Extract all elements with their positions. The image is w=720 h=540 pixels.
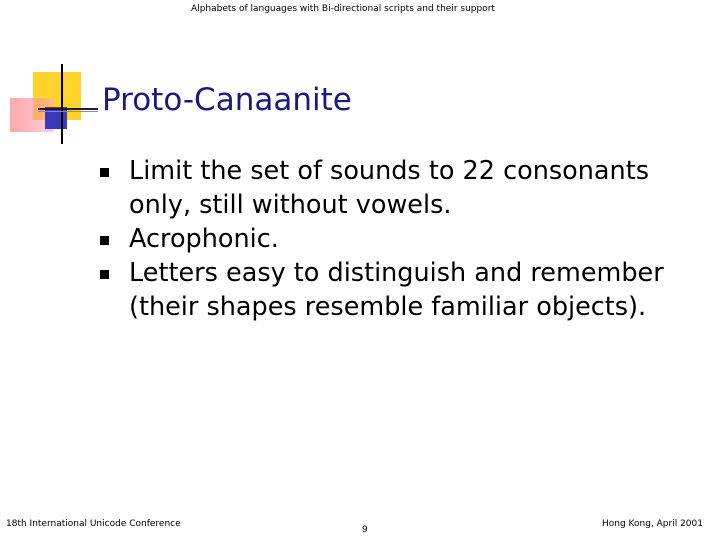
square-bullet-icon xyxy=(100,168,109,177)
slide-decoration-logo xyxy=(0,0,110,150)
slide-title: Proto-Canaanite xyxy=(102,82,352,118)
bullet-list xyxy=(100,154,700,324)
logo-horizontal-line xyxy=(38,108,98,110)
bullet-text: Letters easy to distinguish and remember (their shapes resemble familiar objects). xyxy=(129,258,664,322)
bullet-text: Limit the set of sounds to 22 consonants only, still without vowels. xyxy=(129,156,649,220)
logo-horizontal-line-thin xyxy=(38,111,98,112)
bullet-text: Acrophonic. xyxy=(129,224,279,254)
footer-location-date: Hong Kong, April 2001 xyxy=(602,519,703,529)
square-bullet-icon xyxy=(100,270,109,279)
bullet-item xyxy=(100,256,700,324)
logo-vertical-line xyxy=(61,64,63,144)
footer-page-number: 9 xyxy=(362,525,368,535)
square-bullet-icon xyxy=(100,236,109,245)
header-text: Alphabets of languages with Bi-directional scripts and their support xyxy=(191,4,495,14)
bullet-item xyxy=(100,154,700,222)
bullet-item xyxy=(100,222,700,256)
footer-conference: 18th International Unicode Conference xyxy=(6,519,181,529)
